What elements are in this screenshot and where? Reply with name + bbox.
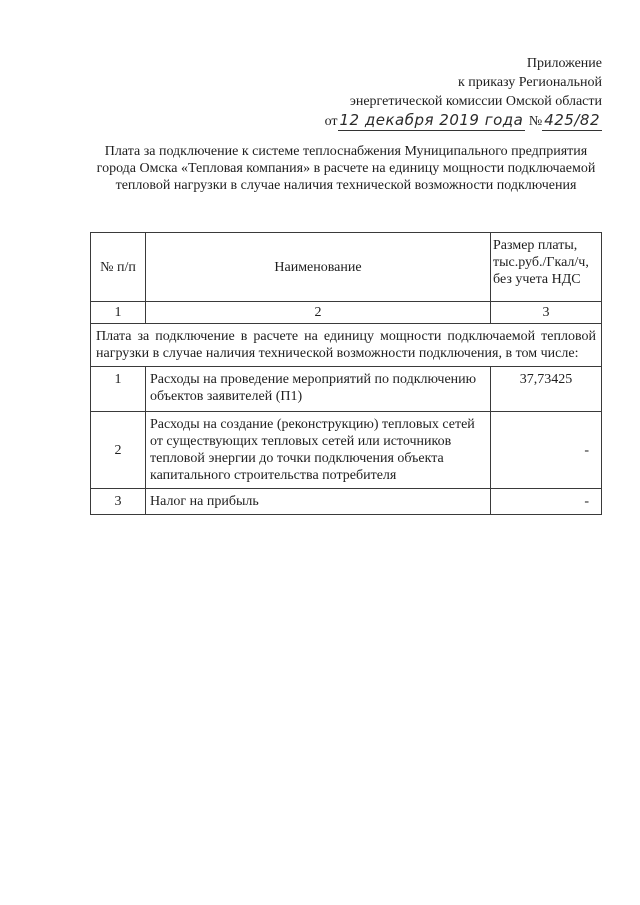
header-size: Размер платы, тыс.руб./Гкал/ч, без учета НДС — [491, 233, 602, 302]
header-number: № п/п — [91, 233, 146, 302]
table-row — [91, 367, 602, 412]
column-number-row — [91, 302, 602, 324]
section-title: Плата за подключение в расчете на единицу мощности подключаемой тепловой нагрузки в случае наличия технической возможности подключения, в том числе: — [91, 324, 602, 367]
table-header-row — [91, 233, 602, 302]
order-reference: к приказу Региональной — [457, 75, 602, 90]
date-prefix: от — [324, 114, 338, 129]
row-number: 3 — [91, 489, 146, 515]
row-value: 37,73425 — [491, 367, 602, 412]
section-row — [91, 324, 602, 367]
order-date-number-line — [325, 111, 602, 131]
document-header — [325, 54, 602, 131]
row-name: Расходы на создание (реконструкцию) тепловых сетей от существующих тепловых сетей или источников тепловой энергии до точки подключения объекта капитального строительства потребителя — [146, 412, 491, 489]
column-number-3: 3 — [491, 302, 602, 324]
row-name: Расходы на проведение мероприятий по подключению объектов заявителей (П1) — [146, 367, 491, 412]
row-number: 2 — [91, 412, 146, 489]
row-number: 1 — [91, 367, 146, 412]
fee-table — [90, 232, 602, 515]
row-name: Налог на прибыль — [146, 489, 491, 515]
column-number-1: 1 — [91, 302, 146, 324]
number-prefix: № — [528, 114, 543, 129]
handwritten-date: 12 декабря 2019 года — [339, 111, 524, 129]
header-name: Наименование — [146, 233, 491, 302]
row-value: - — [491, 489, 602, 515]
column-number-2: 2 — [146, 302, 491, 324]
table-row — [91, 489, 602, 515]
appendix-label: Приложение — [526, 56, 602, 71]
row-value: - — [491, 412, 602, 489]
handwritten-order-number: 425/82 — [544, 111, 600, 129]
document-title: Плата за подключение к системе теплоснабжения Муниципального предприятия города Омска «Тепловая компания» в расчете на единицу мощности подключаемой тепловой нагрузки в случае наличия технической возможности подключения — [96, 144, 596, 193]
commission-name: энергетической комиссии Омской области — [349, 94, 602, 109]
table-row — [91, 412, 602, 489]
